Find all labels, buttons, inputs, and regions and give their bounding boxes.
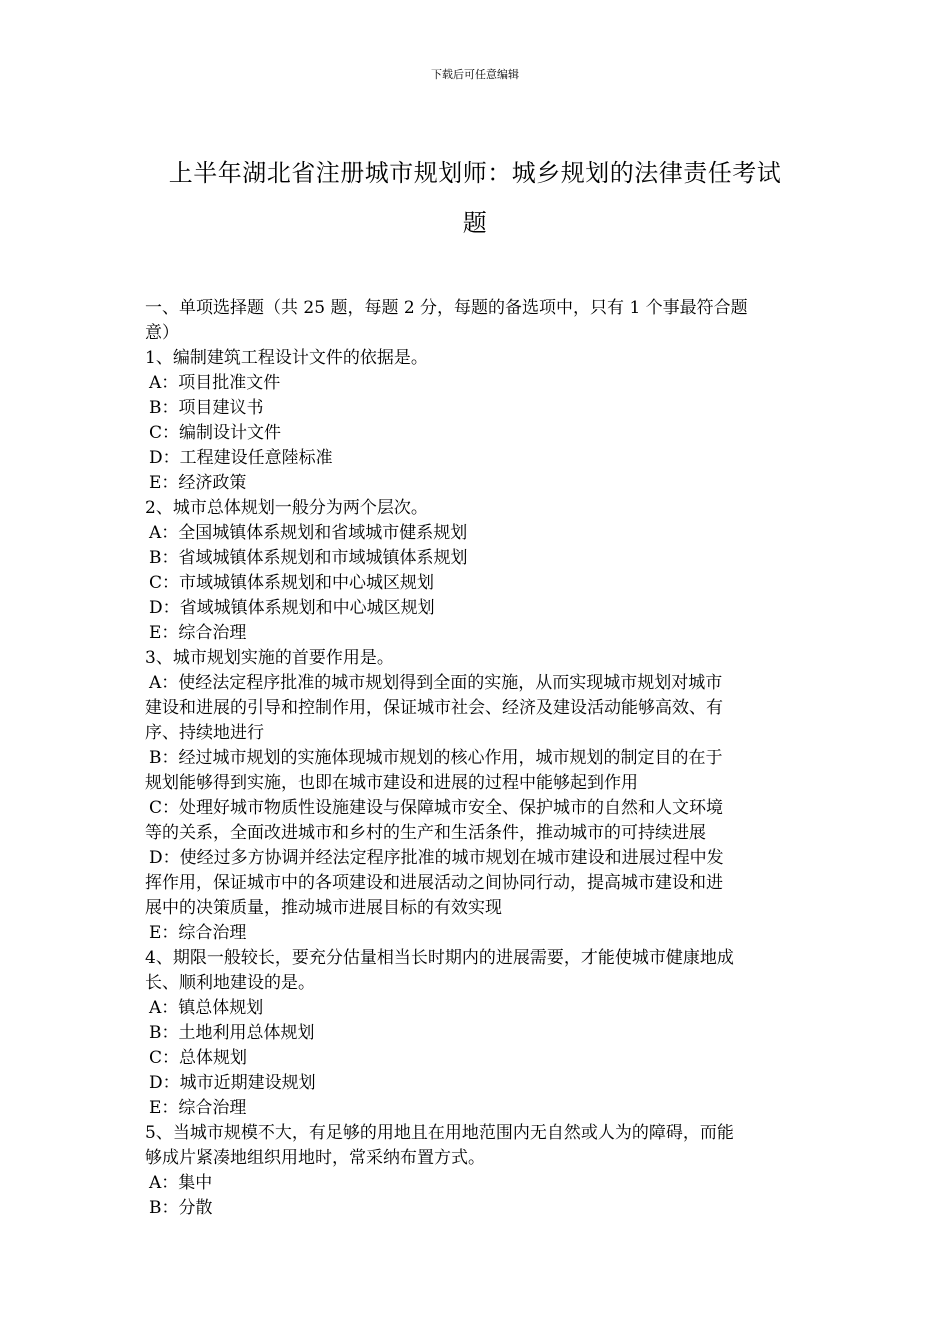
answer-option: E：综合治理 — [149, 1098, 247, 1118]
answer-option: B：经过城市规划的实施体现城市规划的核心作用，城市规划的制定目的在于 — [149, 748, 723, 768]
answer-option: C：市域城镇体系规划和中心城区规划 — [149, 573, 435, 593]
answer-option: D：省域城镇体系规划和中心城区规划 — [149, 598, 435, 618]
answer-option: E：综合治理 — [149, 623, 247, 643]
answer-option: D：工程建设任意陸标准 — [149, 448, 333, 468]
section-heading-line-1: 一、单项选择题（共 25 题，每题 2 分，每题的备选项中，只有 1 个事最符合题 — [145, 298, 748, 318]
answer-option: A：镇总体规划 — [149, 998, 264, 1018]
answer-option: E：经济政策 — [149, 473, 247, 493]
answer-option: A：集中 — [149, 1173, 213, 1193]
question-stem: 2、城市总体规划一般分为两个层次。 — [145, 498, 428, 518]
answer-option: E：综合治理 — [149, 923, 247, 943]
question-stem: 1、编制建筑工程设计文件的依据是。 — [145, 348, 428, 368]
section-heading-line-2: 意） — [145, 323, 179, 343]
answer-option: C：处理好城市物质性设施建设与保障城市安全、保护城市的自然和人文环境 — [149, 798, 724, 818]
answer-option: D：使经过多方协调并经法定程序批准的城市规划在城市建设和进展过程中发 — [149, 848, 724, 868]
question-stem: 长、顺利地建设的是。 — [145, 973, 315, 993]
title-line-1: 上半年湖北省注册城市规划师：城乡规划的法律责任考试 — [168, 159, 782, 187]
answer-option: A：全国城镇体系规划和省域城市健系规划 — [149, 523, 468, 543]
answer-option: B：土地利用总体规划 — [149, 1023, 315, 1043]
answer-option: 建设和进展的引导和控制作用，保证城市社会、经济及建设活动能够高效、有 — [145, 698, 723, 718]
answer-option: B：项目建议书 — [149, 398, 264, 418]
title-line-2: 题 — [462, 209, 488, 237]
document-body — [145, 296, 807, 1221]
answer-option: A：使经法定程序批准的城市规划得到全面的实施，从而实现城市规划对城市 — [149, 673, 723, 693]
answer-option: 展中的决策质量，推动城市进展目标的有效实现 — [145, 898, 502, 918]
document-title — [150, 148, 800, 248]
answer-option: A：项目批准文件 — [149, 373, 281, 393]
answer-option: 序、持续地进行 — [145, 723, 264, 743]
answer-option: C：总体规划 — [149, 1048, 248, 1068]
answer-option: C：编制设计文件 — [149, 423, 282, 443]
question-stem: 5、当城市规模不大，有足够的用地且在用地范围内无自然或人为的障碍，而能 — [145, 1123, 734, 1143]
answer-option: 等的关系，全面改进城市和乡村的生产和生活条件，推动城市的可持续进展 — [145, 823, 706, 843]
answer-option: D：城市近期建设规划 — [149, 1073, 316, 1093]
question-stem: 够成片紧凑地组织用地时，常采纳布置方式。 — [145, 1148, 485, 1168]
answer-option: B：省域城镇体系规划和市域城镇体系规划 — [149, 548, 468, 568]
answer-option: 规划能够得到实施，也即在城市建设和进展的过程中能够起到作用 — [145, 773, 638, 793]
header-note: 下载后可任意编辑 — [431, 68, 519, 81]
answer-option: 挥作用，保证城市中的各项建设和进展活动之间协同行动，提高城市建设和进 — [145, 873, 723, 893]
question-stem: 3、城市规划实施的首要作用是。 — [145, 648, 394, 668]
question-stem: 4、期限一般较长，要充分估量相当长时期内的进展需要，才能使城市健康地成 — [145, 948, 734, 968]
answer-option: B：分散 — [149, 1198, 213, 1218]
